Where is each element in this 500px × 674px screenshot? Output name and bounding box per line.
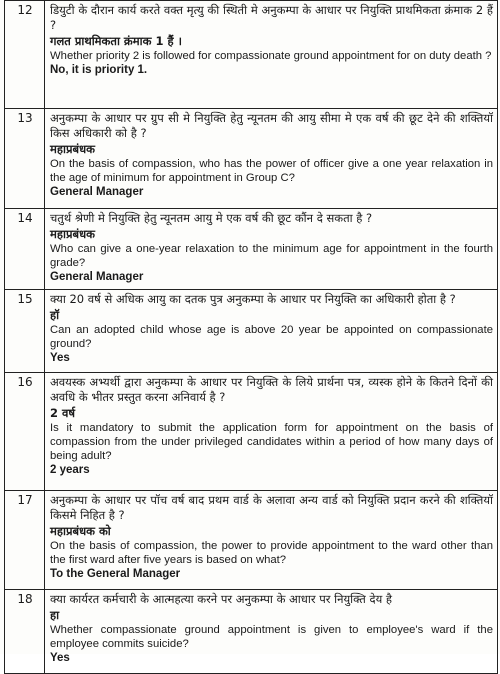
question-number: 17 — [5, 491, 45, 590]
question-cell — [45, 491, 498, 590]
answer-hindi: हा — [50, 608, 60, 622]
question-hindi: अवयस्क अभ्यर्थी द्वारा अनुकम्पा के आधार पर नियुक्ति के लिये प्रार्थना पत्र, व्यस्क होने के कितने दिनों की अवधि के भीतर प्रस्तुत करना अनिवार्य है ? — [50, 375, 493, 404]
answer-english: 2 years — [50, 464, 90, 476]
question-english: Can an adopted child whose age is above 20 year be appointed on compassionate ground? — [50, 324, 493, 350]
question-cell — [45, 109, 498, 209]
answer-hindi: महाप्रबंधक — [50, 227, 95, 241]
table-row — [5, 290, 498, 373]
question-number: 18 — [5, 590, 45, 674]
question-number: 14 — [5, 209, 45, 290]
table-row — [5, 209, 498, 290]
table-row — [5, 590, 498, 674]
question-english: On the basis of compassion, who has the power of officer give a one year relaxation in the age of minimum for appointment in Group C? — [50, 158, 493, 184]
question-cell — [45, 1, 498, 109]
question-cell — [45, 290, 498, 373]
table-row — [5, 109, 498, 209]
question-english: Whether priority 2 is followed for compassionate ground appointment for on duty death ? — [50, 50, 492, 62]
question-cell — [45, 209, 498, 290]
question-number: 13 — [5, 109, 45, 209]
answer-english: General Manager — [50, 186, 144, 198]
qa-table — [4, 0, 498, 674]
answer-english: No, it is priority 1. — [50, 64, 148, 76]
question-english: On the basis of compassion, the power to provide appointment to the ward other than the first ward after five years is based on what? — [50, 540, 493, 566]
question-english: Whether compassionate ground appointment is given to employee's ward if the employee commits suicide? — [50, 624, 493, 650]
answer-english: Yes — [50, 352, 70, 364]
table-row — [5, 1, 498, 109]
question-hindi: चतुर्थ श्रेणी मे नियुक्ति हेतु न्यूनतम आयु मे एक वर्ष की छूट कौंन दे सकता है ? — [50, 211, 373, 225]
answer-hindi: गलत प्राथमिकता क्रंमाक 1 हैं । — [50, 34, 182, 48]
answer-hindi: हॉ — [50, 308, 60, 322]
question-english: Is it mandatory to submit the application form for appointment on the basis of compassion from the under privileged candidates within a period of how many days of being adult? — [50, 422, 493, 462]
question-hindi: अनुकम्पा के आधार पर पॉच वर्ष बाद प्रथम वार्ड के अलावा अन्य वार्ड को नियुक्ति प्रदान करने की शक्तियॉ किसमे निहित है ? — [50, 493, 493, 522]
answer-english: General Manager — [50, 271, 144, 283]
question-hindi: क्या 20 वर्ष से अधिक आयु का दतक पुत्र अनुकम्पा के आधार पर नियुक्ति का अधिकारी होता है ? — [50, 292, 456, 306]
question-number: 12 — [5, 1, 45, 109]
table-row — [5, 491, 498, 590]
question-hindi: डियुटी के दौरान कार्य करते वक्त मृत्यु की स्थिती मे अनुकम्पा के आधार पर नियुक्ति प्राथमिकता क्रंमाक 2 हैं ? — [50, 3, 493, 32]
answer-english: To the General Manager — [50, 568, 181, 580]
question-number: 15 — [5, 290, 45, 373]
table-row — [5, 373, 498, 491]
answer-english: Yes — [50, 652, 70, 664]
question-hindi: क्या कार्यरत कर्मचारी के आत्महत्या करने पर अनुकम्पा के आधार पर नियुक्ति देय है — [50, 592, 393, 606]
answer-hindi: महाप्रबंधक — [50, 142, 95, 156]
question-number: 16 — [5, 373, 45, 491]
question-cell — [45, 590, 498, 674]
question-english: Who can give a one-year relaxation to the minimum age for appointment in the fourth grade? — [50, 243, 493, 269]
question-hindi: अनुकम्पा के आधार पर ग्रुप सी मे नियुक्ति हेतु न्यूनतम की आयु सीमा मे एक वर्ष की छूट देने की शक्तियॉ किस अधिकारी को है ? — [50, 111, 493, 140]
answer-hindi: महाप्रबंधक को — [50, 524, 111, 538]
answer-hindi: 2 वर्ष — [50, 406, 76, 420]
question-cell — [45, 373, 498, 491]
